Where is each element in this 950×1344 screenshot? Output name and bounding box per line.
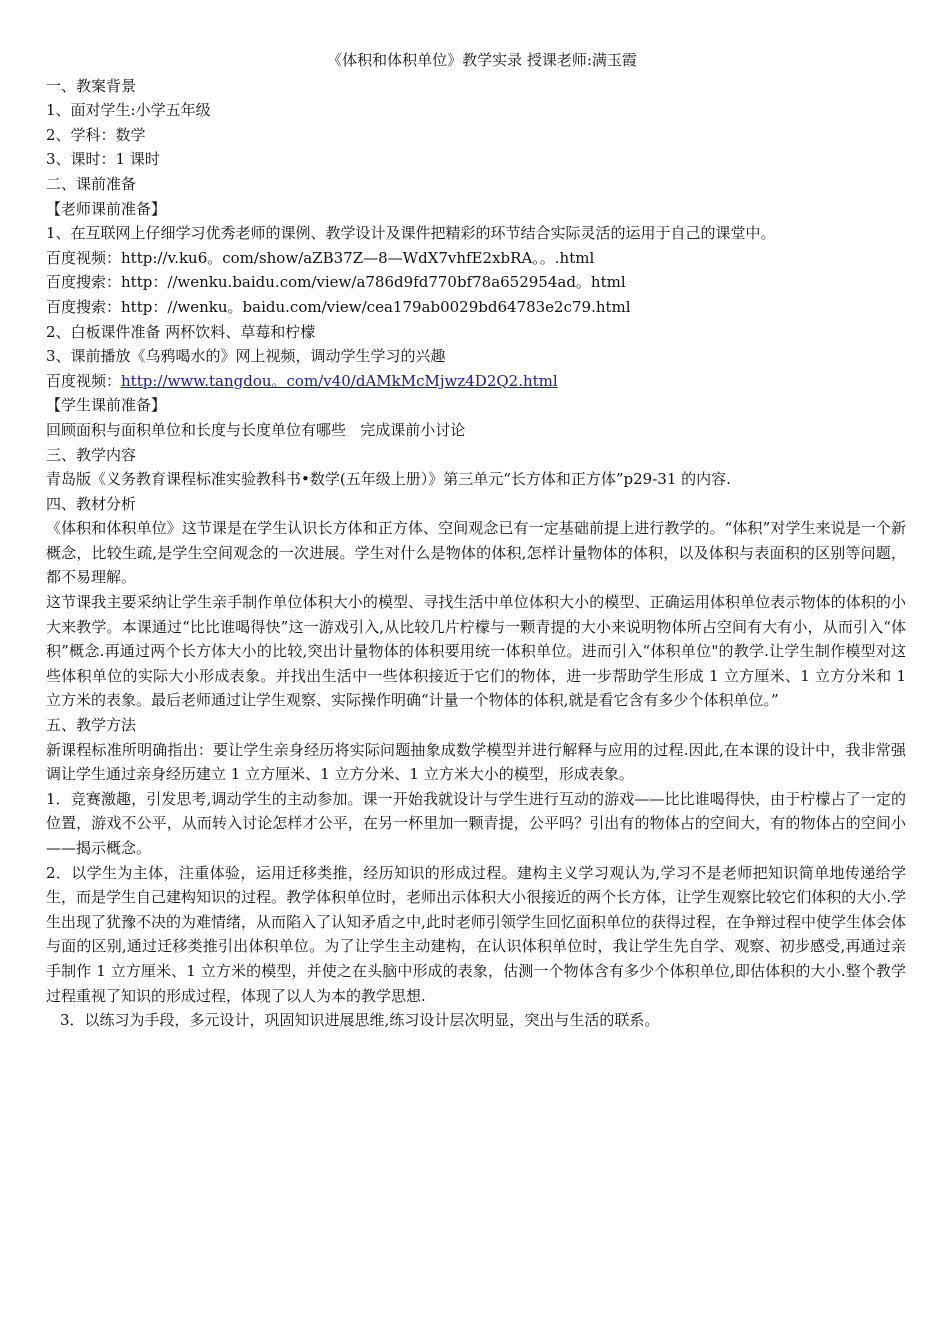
analysis-paragraph-1: 《体积和体积单位》这节课是在学生认识长方体和正方体、空间观念已有一定基础前提上进行教学的。“体积”对学生来说是一个新概念，比较生疏,是学生空间观念的一次进展。学生对什么是物体的体积,怎样计量物体的体积，以及体积与表面积的区别等问题，都不易理解。 (46, 519, 906, 587)
teacher-prep-item-1: 1、在互联网上仔细学习优秀老师的课例、教学设计及课件把精彩的环节结合实际灵活的运用于自己的课堂中。 (46, 224, 776, 243)
teacher-prep-heading: 【老师课前准备】 (46, 199, 167, 218)
document-title: 《体积和体积单位》教学实录 授课老师:满玉霞 (327, 51, 637, 69)
section-heading-analysis: 四、教材分析 (46, 494, 137, 513)
methods-paragraph-1: 新课程标准所明确指出：要让学生亲身经历将实际问题抽象成数学模型并进行解释与应用的过程.因此,在本课的设计中，我非常强调让学生通过亲身经历建立 1 立方厘米、1 立方分米、1 立方米大小的模型，形成表象。 (46, 740, 906, 784)
teacher-prep-item-2: 2、白板课件准备 两杯饮料、草莓和柠檬 (46, 322, 316, 341)
analysis-paragraph-2: 这节课我主要采纳让学生亲手制作单位体积大小的模型、寻找生活中单位体积大小的模型、正确运用体积单位表示物体的体积的小大来教学。本课通过“比比谁喝得快”这一游戏引入,从比较几片柠檬与一颗青提的大小来说明物体所占空间有大有小，从而引入“体积”概念.再通过两个长方体大小的比较,突出计量物体的体积要用统一体积单位。进而引入“体积单位"的教学.让学生制作模型对这些体积单位的实际大小形成表象。并找出生活中一些体积接近于它们的物体，进一步帮助学生形成 1 立方厘米、1 立方分米和 1 立方米的表象。最后老师通过让学生观察、实际操作明确“计量一个物体的体积,就是看它含有多少个体积单位。” (46, 593, 906, 710)
section-heading-background: 一、教案背景 (46, 76, 137, 95)
background-item-subject: 2、学科：数学 (46, 125, 146, 144)
reference-video-2-link[interactable]: http://www.tangdou。com/v40/dAMkMcMjwz4D2Q2.html (121, 371, 558, 390)
reference-search-1: 百度搜索：http：//wenku.baidu.com/view/a786d9fd770bf78a652954ad。html (46, 273, 626, 292)
reference-video-2 (46, 369, 906, 394)
section-heading-content: 三、教学内容 (46, 445, 137, 464)
reference-search-2: 百度搜索：http：//wenku。baidu.com/view/cea179ab0029bd64783e2c79.html (46, 297, 631, 316)
teacher-prep-item-3: 3、课前播放《乌鸦喝水的》网上视频，调动学生学习的兴趣 (46, 347, 446, 366)
student-prep-heading: 【学生课前准备】 (46, 396, 167, 415)
background-item-hours: 3、课时：1 课时 (46, 150, 160, 169)
section-heading-preparation: 二、课前准备 (46, 174, 137, 193)
methods-item-1: 1．竞赛激趣，引发思考,调动学生的主动参加。课一开始我就设计与学生进行互动的游戏——比比谁喝得快，由于柠檬占了一定的位置，游戏不公平，从而转入讨论怎样才公平，在另一杯里加一颗青提，公平吗？引出有的物体占的空间大，有的物体占的空间小——揭示概念。 (46, 789, 906, 857)
reference-video-2-label: 百度视频： (46, 371, 122, 390)
methods-item-2: 2．以学生为主体，注重体验，运用迁移类推，经历知识的形成过程。建构主义学习观认为,学习不是老师把知识简单地传递给学生，而是学生自己建构知识的过程。教学体积单位时，老师出示体积大小很接近的两个长方体，让学生观察比较它们体积的大小.学生出现了犹豫不决的为难情绪，从而陷入了认知矛盾之中,此时老师引领学生回忆面积单位的获得过程，在争辩过程中使学生体会体与面的区别,通过迁移类推引出体积单位。为了让学生主动建构，在认识体积单位时，我让学生先自学、观察、初步感受,再通过亲手制作 1 立方厘米、1 立方米的模型，并使之在头脑中形成的表象，估测一个物体含有多少个体积单位,即估体积的大小.整个教学过程重视了知识的形成过程，体现了以人为本的教学思想. (46, 863, 906, 1005)
methods-item-3: 3．以练习为手段，多元设计，巩固知识进展思维,练习设计层次明显，突出与生活的联系。 (60, 1011, 660, 1030)
background-item-students: 1、面对学生:小学五年级 (46, 101, 211, 120)
document-page (46, 48, 906, 1033)
student-prep-text: 回顾面积与面积单位和长度与长度单位有哪些 完成课前小讨论 (46, 420, 466, 439)
content-text: 青岛版《义务教育课程标准实验教科书•数学(五年级上册）》第三单元“长方体和正方体”p29-31 的内容. (46, 470, 731, 489)
reference-video-1: 百度视频：http://v.ku6。com/show/aZB37Z—8—WdX7vhfE2xbRA。。.html (46, 248, 595, 267)
section-heading-methods: 五、教学方法 (46, 716, 137, 735)
